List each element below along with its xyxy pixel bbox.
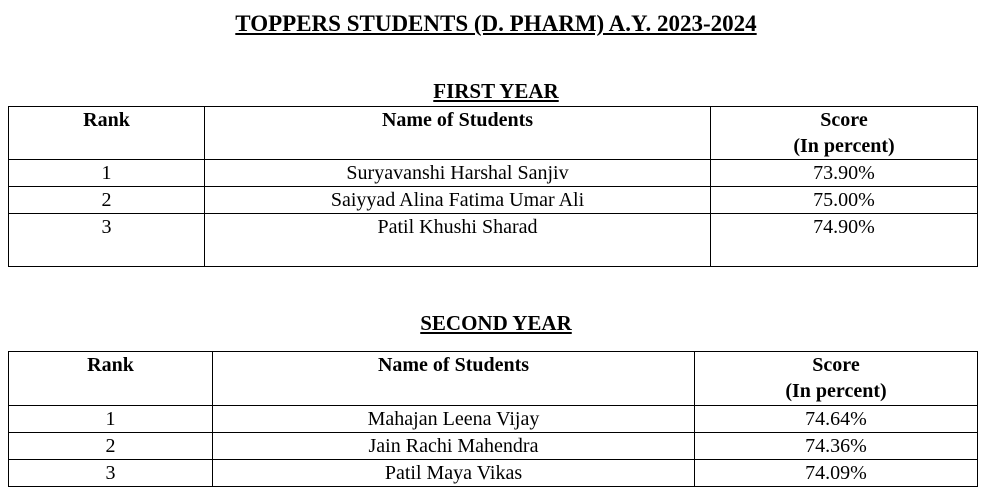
score-cell: 74.09% <box>695 460 978 487</box>
student-name-cell: Saiyyad Alina Fatima Umar Ali <box>205 187 711 214</box>
table-header-row <box>9 352 978 406</box>
student-name-cell: Mahajan Leena Vijay <box>213 406 695 433</box>
name-column-header: Name of Students <box>213 352 695 406</box>
score-cell: 75.00% <box>711 187 978 214</box>
second-year-heading: SECOND YEAR <box>420 311 572 335</box>
student-name-cell: Suryavanshi Harshal Sanjiv <box>205 160 711 187</box>
rank-cell: 3 <box>9 214 205 267</box>
table-row <box>9 460 978 487</box>
score-column-header <box>695 352 978 406</box>
score-header-unit: (In percent) <box>785 380 887 402</box>
table-row <box>9 160 978 187</box>
second-year-table <box>8 351 978 487</box>
score-header-label: Score <box>812 354 860 376</box>
score-cell: 73.90% <box>711 160 978 187</box>
name-column-header: Name of Students <box>205 107 711 160</box>
score-cell: 74.64% <box>695 406 978 433</box>
rank-cell: 3 <box>9 460 213 487</box>
page-title: TOPPERS STUDENTS (D. PHARM) A.Y. 2023-2024 <box>235 11 757 36</box>
first-year-heading: FIRST YEAR <box>433 79 559 103</box>
score-cell: 74.90% <box>711 214 978 267</box>
table-row <box>9 187 978 214</box>
score-column-header <box>711 107 978 160</box>
table-row <box>9 433 978 460</box>
rank-cell: 2 <box>9 433 213 460</box>
student-name-cell: Patil Maya Vikas <box>213 460 695 487</box>
student-name-cell: Jain Rachi Mahendra <box>213 433 695 460</box>
table-row <box>9 214 978 267</box>
rank-cell: 1 <box>9 406 213 433</box>
rank-column-header: Rank <box>9 107 205 160</box>
score-header-label: Score <box>820 109 868 131</box>
table-header-row <box>9 107 978 160</box>
table-row <box>9 406 978 433</box>
score-cell: 74.36% <box>695 433 978 460</box>
student-name-cell: Patil Khushi Sharad <box>205 214 711 267</box>
score-header-unit: (In percent) <box>793 135 895 157</box>
rank-cell: 2 <box>9 187 205 214</box>
rank-column-header: Rank <box>9 352 213 406</box>
first-year-table <box>8 106 978 267</box>
rank-cell: 1 <box>9 160 205 187</box>
